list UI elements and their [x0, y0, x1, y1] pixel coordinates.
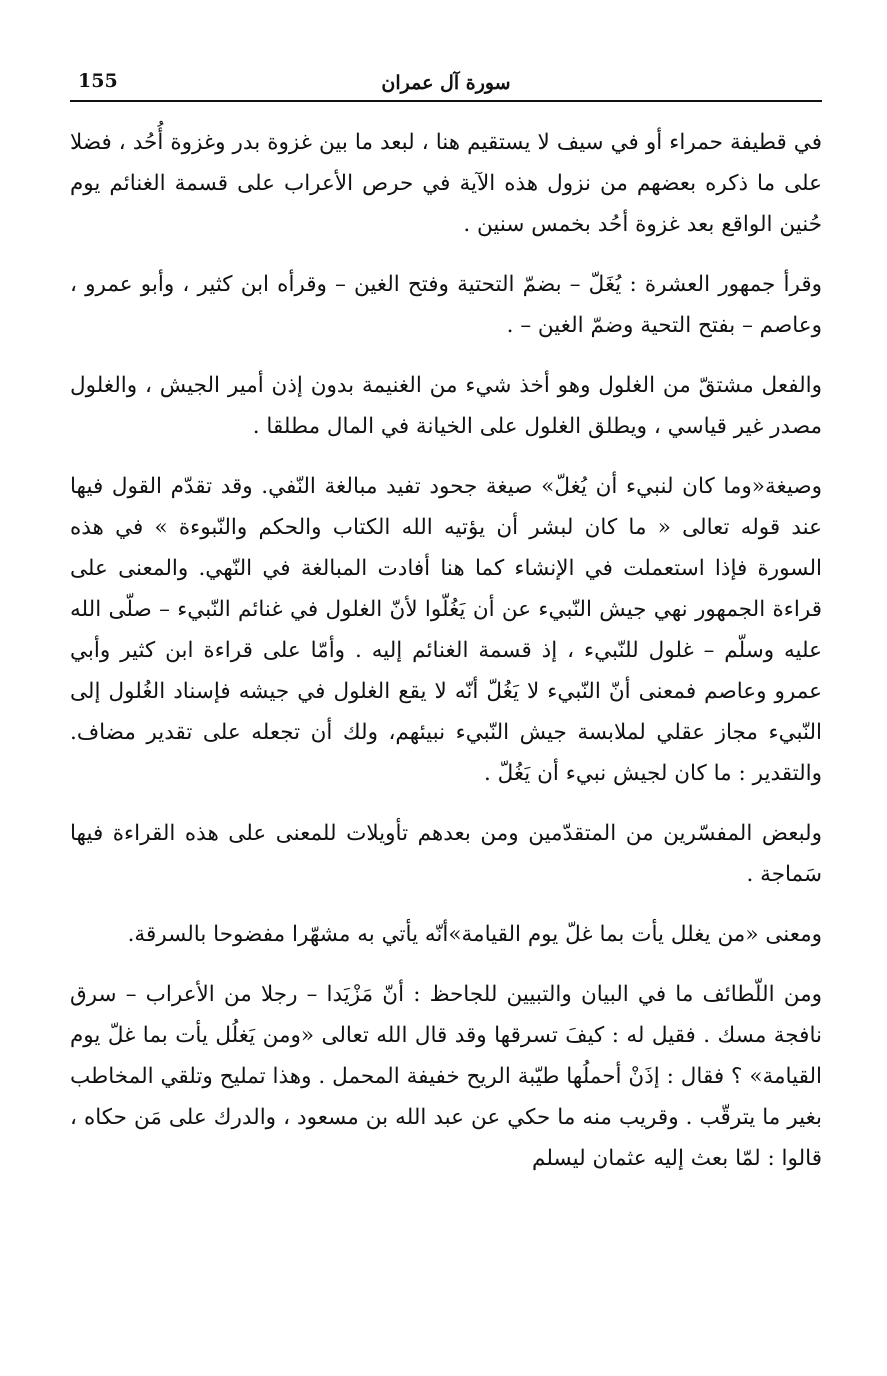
paragraph-5: ولبعض المفسّرين من المتقدّمين ومن بعدهم تأويلات للمعنى على هذه القراءة فيها سَماجة .	[70, 821, 822, 887]
surah-title: سورة آل عمران	[381, 72, 511, 94]
page-body	[70, 102, 822, 1179]
paragraph-2: وقرأ جمهور العشرة : يُغَلّ – بضمّ التحتية وفتح الغين – وقرأه ابن كثير ، وأبو عمرو ، وعاصم – بفتح التحية وضمّ الغين – .	[70, 272, 822, 338]
paragraph-1: في قطيفة حمراء أو في سيف لا يستقيم هنا ، لبعد ما بين غزوة بدر وغزوة أُحُد ، فضلا على ما ذكره بعضهم من نزول هذه الآية في حرص الأعراب على قسمة الغنائم يوم حُنين الواقع بعد غزوة أحُد بخمس سنين .	[70, 130, 822, 237]
paragraph-3: والفعل مشتقّ من الغلول وهو أخذ شيء من الغنيمة بدون إذن أمير الجيش ، والغلول مصدر غير قياسي ، ويطلق الغلول على الخيانة في المال مطلقا .	[70, 373, 822, 439]
page-header	[70, 62, 822, 102]
book-page	[70, 62, 822, 1342]
paragraph-6: ومعنى «من يغلل يأت بما غلّ يوم القيامة»أنّه يأتي به مشهّرا مفضوحا بالسرقة.	[127, 922, 822, 947]
paragraph-4: وصيغة«وما كان لنبيء أن يُغلّ» صيغة جحود تفيد مبالغة النّفي. وقد تقدّم القول فيها عند قوله تعالى « ما كان لبشر أن يؤتيه الله الكتاب والحكم والنّبوءة » في هذه السورة فإذا استعملت في الإنشاء كما هنا أفادت المبالغة في النّهي. والمعنى على قراءة الجمهور نهي جيش النّبيء عن أن يَغُلّوا لأنّ الغلول في غنائم النّبيء – صلّى الله عليه وسلّم – غلول للنّبيء ، إذ قسمة الغنائم إليه . وأمّا على قراءة ابن كثير وأبي عمرو وعاصم فمعنى أنّ النّبيء لا يَغُلّ أنّه لا يقع الغلول في جيشه فإسناد الغُلول إلى النّبيء مجاز عقلي لملابسة جيش النّبيء نبيئهم، ولك أن تجعله على تقدير مضاف. والتقدير : ما كان لجيش نبيء أن يَغُلّ .	[70, 474, 822, 786]
paragraph-7: ومن اللّطائف ما في البيان والتبيين للجاحظ : أنّ مَزْيَدا – رجلا من الأعراب – سرق نافجة مسك . فقيل له : كيفَ تسرقها وقد قال الله تعالى «ومن يَغلُل يأت بما غلّ يوم القيامة» ؟ فقال : إذَنْ أحملُها طيّبة الريح خفيفة المحمل . وهذا تمليح وتلقي المخاطب بغير ما يترقّب . وقريب منه ما حكي عن عبد الله بن مسعود ، والدرك على مَن حكاه ، قالوا : لمّا بعث إليه عثمان ليسلم	[70, 982, 822, 1171]
page-number: 155	[78, 70, 118, 92]
